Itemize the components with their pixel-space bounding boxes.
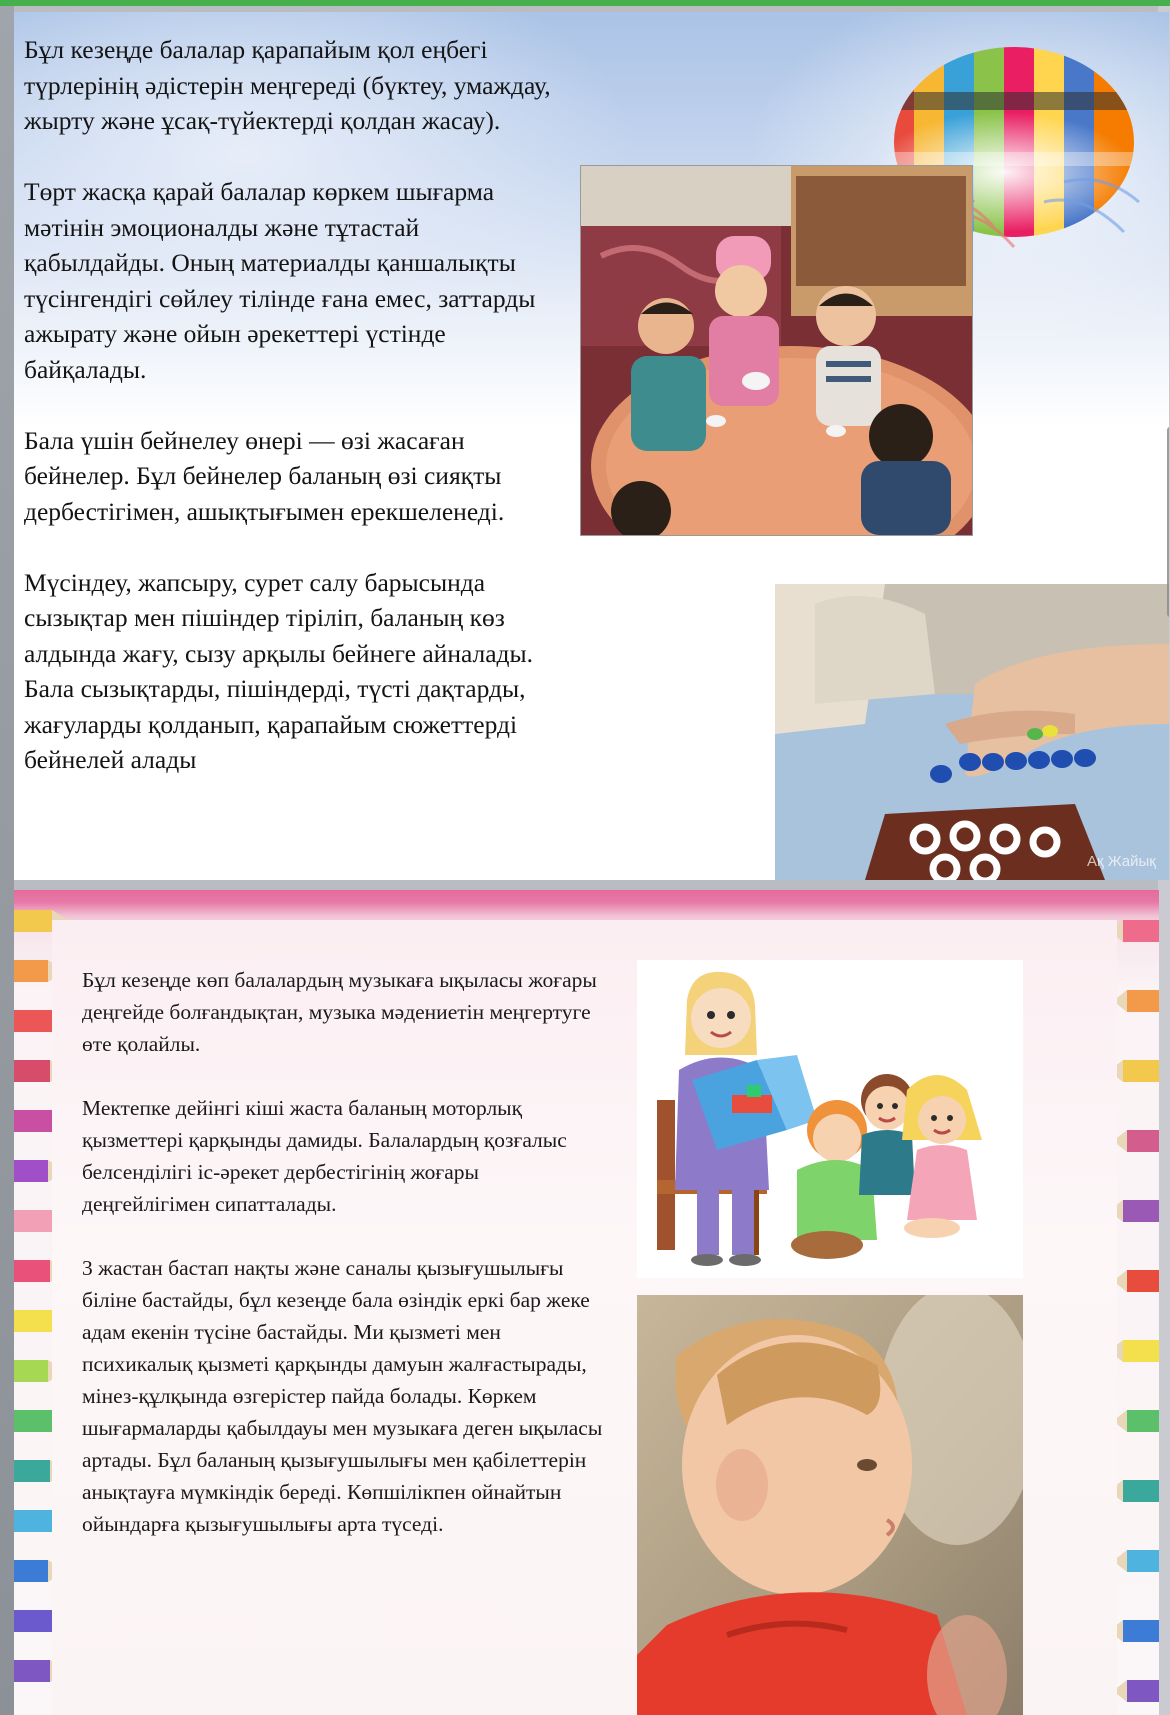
photo-watermark: Ақ Жайық bbox=[1087, 853, 1156, 870]
slide-2-text bbox=[82, 964, 612, 1540]
teacher-reading-illustration bbox=[637, 960, 1023, 1278]
slide-1-text bbox=[24, 32, 564, 778]
slide-2-paragraph-2: Мектепке дейінгі кіші жаста баланың моторлық қызметтері қарқынды дамиды. Балалардың қозғалыс белсенділігі іс-әрекет дербестігінің жоғары деңгейлігімен сипатталады. bbox=[82, 1096, 567, 1216]
slide-2-paragraph-1: Бұл кезеңде көп балалардың музыкаға ықыласы жоғары деңгейде болғандықтан, музыка мәдениетін меңгертуге өте қолайлы. bbox=[82, 968, 597, 1056]
bottle-caps-counting-photo bbox=[775, 584, 1169, 880]
slide-1-paragraph-2: Төрт жасқа қарай балалар көркем шығарма мәтінін эмоционалды және тұтастай қабылдайды. Оның материалды қаншалықты түсінгендігі сөйлеу тілінде ғана емес, заттарды ажырату және ойын әрекеттері үстінде байқалады. bbox=[24, 177, 536, 384]
left-viewer-edge bbox=[0, 6, 14, 1715]
slide-1-paragraph-4: Мүсіндеу, жапсыру, сурет салу барысында сызықтар мен пішіндер тіріліп, баланың көз алдында жағу, сызу арқылы бейнеге айналады. Бала сызықтарды, пішіндерді, түсті дақтарды, жағуларды қолданып, қарапайым сюжеттерді бейнелей алады bbox=[24, 567, 534, 774]
vertical-scrollbar[interactable] bbox=[1167, 427, 1169, 617]
slide-1 bbox=[14, 12, 1169, 880]
toddler-portrait-photo bbox=[637, 1295, 1023, 1715]
slide-1-paragraph-3: Бала үшін бейнелеу өнері — өзі жасаған бейнелер. Бұл бейнелер баланың өзі сияқты дербестігімен, ашықтығымен ерекшеленеді. bbox=[24, 425, 505, 526]
slide-2-paragraph-3: 3 жастан бастап нақты және саналы қызығушылығы біліне бастайды, бұл кезеңде бала өзіндік еркі бар жеке адам екенін түсіне бастайды. Ми қызметі мен психикалық қызметі қарқынды дамуын жалғастырады, мінез-құлқында өзгерістер пайда болады. Көркем шығармаларды қабылдауы мен музыкаға деген ықыласы артады. Бұл баланың қызығушылығы мен қабілеттерін анықтауға мүмкіндік береді. Көпшілікпен ойнайтын ойындарға қызығушылығы арта түседі. bbox=[82, 1256, 603, 1536]
children-at-table-photo bbox=[580, 165, 973, 536]
slide-1-paragraph-1: Бұл кезеңде балалар қарапайым қол еңбегі түрлерінің әдістерін меңгереді (бүктеу, умаждау, жырту және ұсақ-түйектерді қолдан жасау). bbox=[24, 35, 551, 135]
slide-2 bbox=[14, 890, 1159, 1715]
bottle-caps-illustration bbox=[775, 584, 1169, 880]
top-accent-bar bbox=[0, 0, 1170, 6]
